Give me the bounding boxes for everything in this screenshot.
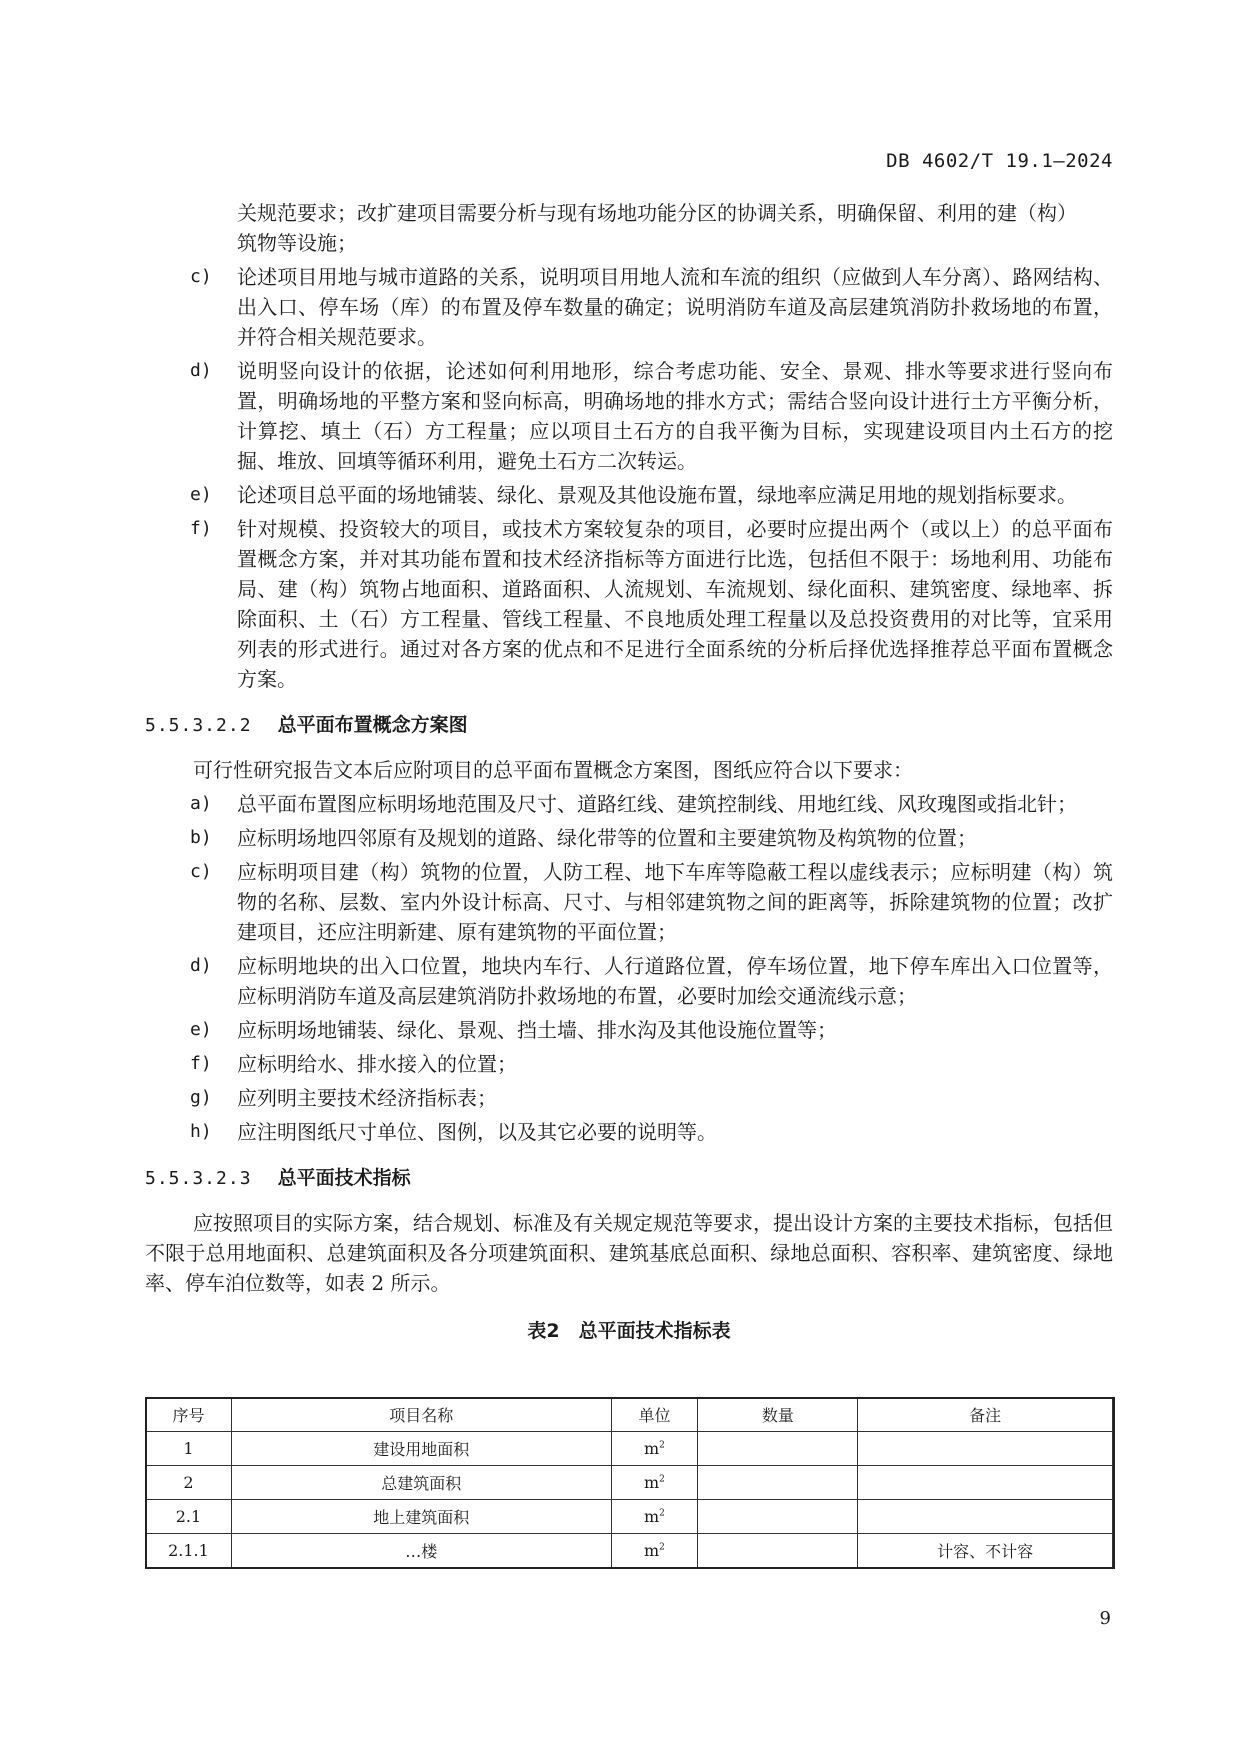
list-label: c) xyxy=(190,266,212,287)
cell-qty xyxy=(698,1432,858,1466)
list-item-c xyxy=(145,857,1113,947)
list-item-f xyxy=(145,1049,1113,1079)
section-title: 总平面技术指标 xyxy=(277,1167,411,1189)
table-row xyxy=(146,1534,1113,1568)
table-row xyxy=(146,1466,1113,1500)
list-text: 应标明给水、排水接入的位置； xyxy=(237,1052,517,1076)
list-text: 应标明场地四邻原有及规划的道路、绿化带等的位置和主要建筑物及构筑物的位置； xyxy=(237,826,977,850)
cell-seq: 1 xyxy=(146,1432,232,1466)
list-text: 论述项目用地与城市道路的关系，说明项目用地人流和车流的组织（应做到人车分离）、路网结构、出入口、停车场（库）的布置及停车数量的确定；说明消防车道及高层建筑消防扑救场地的布置，并符合相关规范要求。 xyxy=(237,265,1113,349)
page-content xyxy=(145,198,1113,1360)
unit-superscript: 2 xyxy=(659,1440,665,1451)
header-unit: 单位 xyxy=(611,1398,698,1432)
cell-note xyxy=(858,1432,1113,1466)
unit-superscript: 2 xyxy=(659,1508,665,1519)
list-item-f xyxy=(145,514,1113,694)
list-item-d xyxy=(145,951,1113,1011)
list-label: e) xyxy=(190,484,212,505)
list-text: 应标明项目建（构）筑物的位置，人防工程、地下车库等隐蔽工程以虚线表示；应标明建（构）筑物的名称、层数、室内外设计标高、尺寸、与相邻建筑物之间的距离等，拆除建筑物的位置；改扩建项目，还应注明新建、原有建筑物的平面位置； xyxy=(237,860,1113,944)
header-seq: 序号 xyxy=(146,1398,232,1432)
list-label: a) xyxy=(190,793,212,814)
cell-unit xyxy=(611,1466,698,1500)
list-text: 应标明地块的出入口位置，地块内车行、人行道路位置，停车场位置，地下停车库出入口位置等，应标明消防车道及高层建筑消防扑救场地的布置，必要时加绘交通流线示意； xyxy=(237,954,1113,1008)
list-label: e) xyxy=(190,1019,212,1040)
section-number: 5.5.3.2.2 xyxy=(145,715,252,736)
section-intro: 可行性研究报告文本后应附项目的总平面布置概念方案图，图纸应符合以下要求： xyxy=(193,758,913,782)
technical-index-table xyxy=(145,1397,1113,1568)
cell-qty xyxy=(698,1500,858,1534)
list-text: 应列明主要技术经济指标表； xyxy=(237,1086,497,1110)
cell-note xyxy=(858,1466,1113,1500)
list-label: h) xyxy=(190,1121,212,1142)
list-label: d) xyxy=(190,360,212,381)
list-item-h xyxy=(145,1117,1113,1147)
list-item-b xyxy=(145,823,1113,853)
cell-seq: 2.1.1 xyxy=(146,1534,232,1568)
list-label: f) xyxy=(190,518,212,539)
table-header-row xyxy=(146,1398,1113,1432)
cell-unit xyxy=(611,1534,698,1568)
list-text: 总平面布置图应标明场地范围及尺寸、道路红线、建筑控制线、用地红线、风玫瑰图或指北针； xyxy=(237,792,1077,816)
list-item-e xyxy=(145,480,1113,510)
unit-superscript: 2 xyxy=(659,1474,665,1485)
list-text: 说明竖向设计的依据，论述如何利用地形，综合考虑功能、安全、景观、排水等要求进行竖向布置，明确场地的平整方案和竖向标高，明确场地的排水方式；需结合竖向设计进行土方平衡分析，计算挖、填土（石）方工程量；应以项目土石方的自我平衡为目标，实现建设项目内土石方的挖掘、堆放、回填等循环利用，避免土石方二次转运。 xyxy=(237,359,1113,473)
cell-seq: 2 xyxy=(146,1466,232,1500)
cell-name: …楼 xyxy=(231,1534,611,1568)
section-heading-5-5-3-2-3 xyxy=(145,1163,1113,1194)
cell-seq: 2.1 xyxy=(146,1500,232,1534)
unit-base: m xyxy=(644,1473,660,1492)
list-item-a xyxy=(145,789,1113,819)
list-label: g) xyxy=(190,1087,212,1108)
list-item-e xyxy=(145,1015,1113,1045)
unit-base: m xyxy=(644,1541,660,1560)
cell-unit xyxy=(611,1432,698,1466)
header-name: 项目名称 xyxy=(231,1398,611,1432)
section-number: 5.5.3.2.3 xyxy=(145,1168,252,1189)
continuation-line: 筑物等设施； xyxy=(237,231,357,255)
table-caption: 表2 总平面技术指标表 xyxy=(527,1320,731,1342)
unit-base: m xyxy=(644,1439,660,1458)
list-text: 论述项目总平面的场地铺装、绿化、景观及其他设施布置，绿地率应满足用地的规划指标要求。 xyxy=(237,483,1077,507)
header-note: 备注 xyxy=(858,1398,1113,1432)
header-qty: 数量 xyxy=(698,1398,858,1432)
list-label: c) xyxy=(190,861,212,882)
list-item-c xyxy=(145,262,1113,352)
section-heading-5-5-3-2-2 xyxy=(145,710,1113,741)
table-row xyxy=(146,1500,1113,1534)
cell-name: 建设用地面积 xyxy=(231,1432,611,1466)
cell-note xyxy=(858,1500,1113,1534)
list-label: b) xyxy=(190,827,212,848)
cell-unit xyxy=(611,1500,698,1534)
document-code: DB 4602/T 19.1—2024 xyxy=(886,150,1113,172)
list-label: d) xyxy=(190,955,212,976)
list-item-d xyxy=(145,356,1113,476)
cell-note: 计容、不计容 xyxy=(858,1534,1113,1568)
page-number: 9 xyxy=(1099,1608,1111,1629)
unit-base: m xyxy=(644,1507,660,1526)
continuation-line: 关规范要求；改扩建项目需要分析与现有场地功能分区的协调关系，明确保留、利用的建（构） xyxy=(237,201,1077,225)
list-text: 应注明图纸尺寸单位、图例，以及其它必要的说明等。 xyxy=(237,1120,717,1144)
list-label: f) xyxy=(190,1053,212,1074)
cell-name: 地上建筑面积 xyxy=(231,1500,611,1534)
section-paragraph: 应按照项目的实际方案，结合规划、标准及有关规定规范等要求，提出设计方案的主要技术指标，包括但不限于总用地面积、总建筑面积及各分项建筑面积、建筑基底总面积、绿地总面积、容积率、建筑密度、绿地率、停车泊位数等，如表 2 所示。 xyxy=(145,1211,1113,1295)
cell-qty xyxy=(698,1466,858,1500)
list-text: 应标明场地铺装、绿化、景观、挡土墙、排水沟及其他设施位置等； xyxy=(237,1018,837,1042)
section-title: 总平面布置概念方案图 xyxy=(277,714,468,736)
unit-superscript: 2 xyxy=(659,1542,665,1553)
cell-name: 总建筑面积 xyxy=(231,1466,611,1500)
cell-qty xyxy=(698,1534,858,1568)
table-row xyxy=(146,1432,1113,1466)
list-text: 针对规模、投资较大的项目，或技术方案较复杂的项目，必要时应提出两个（或以上）的总平面布置概念方案，并对其功能布置和技术经济指标等方面进行比选，包括但不限于：场地利用、功能布局、建（构）筑物占地面积、道路面积、人流规划、车流规划、绿化面积、建筑密度、绿地率、拆除面积、土（石）方工程量、管线工程量、不良地质处理工程量以及总投资费用的对比等，宜采用列表的形式进行。通过对各方案的优点和不足进行全面系统的分析后择优选择推荐总平面布置概念方案。 xyxy=(237,517,1113,691)
list-item-g xyxy=(145,1083,1113,1113)
